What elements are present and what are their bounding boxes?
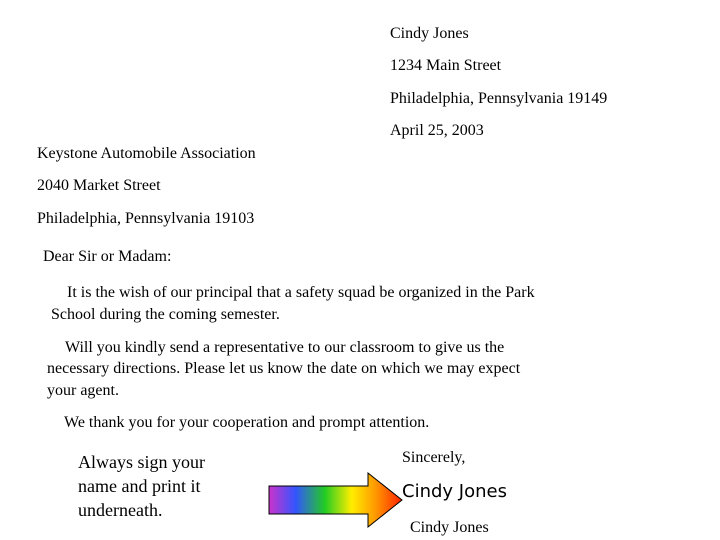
signing-instruction-note: Always sign your name and print it underneath. bbox=[78, 452, 205, 520]
recipient-street: 2040 Market Street bbox=[37, 177, 161, 194]
rainbow-arrow-right-icon bbox=[268, 472, 404, 533]
letter-date: April 25, 2003 bbox=[390, 122, 484, 139]
closing: Sincerely, bbox=[402, 449, 466, 466]
recipient-city: Philadelphia, Pennsylvania 19103 bbox=[37, 210, 255, 227]
paragraph-2-line-2: necessary directions. Please let us know the date on which we may expect bbox=[47, 360, 521, 377]
recipient-organization: Keystone Automobile Association bbox=[37, 145, 256, 162]
sender-street: 1234 Main Street bbox=[390, 57, 502, 74]
signature: Cindy Jones bbox=[402, 481, 507, 502]
sender-city: Philadelphia, Pennsylvania 19149 bbox=[390, 90, 608, 107]
paragraph-3: We thank you for your cooperation and prompt attention. bbox=[64, 414, 430, 431]
sender-name: Cindy Jones bbox=[390, 25, 469, 42]
paragraph-2-line-1: Will you kindly send a representative to our classroom to give us the bbox=[65, 339, 505, 356]
salutation: Dear Sir or Madam: bbox=[43, 248, 172, 265]
paragraph-1-line-2: School during the coming semester. bbox=[51, 306, 280, 323]
printed-name: Cindy Jones bbox=[410, 519, 489, 536]
paragraph-1-line-1: It is the wish of our principal that a safety squad be organized in the Park bbox=[67, 284, 535, 301]
paragraph-2-line-3: your agent. bbox=[47, 382, 119, 399]
